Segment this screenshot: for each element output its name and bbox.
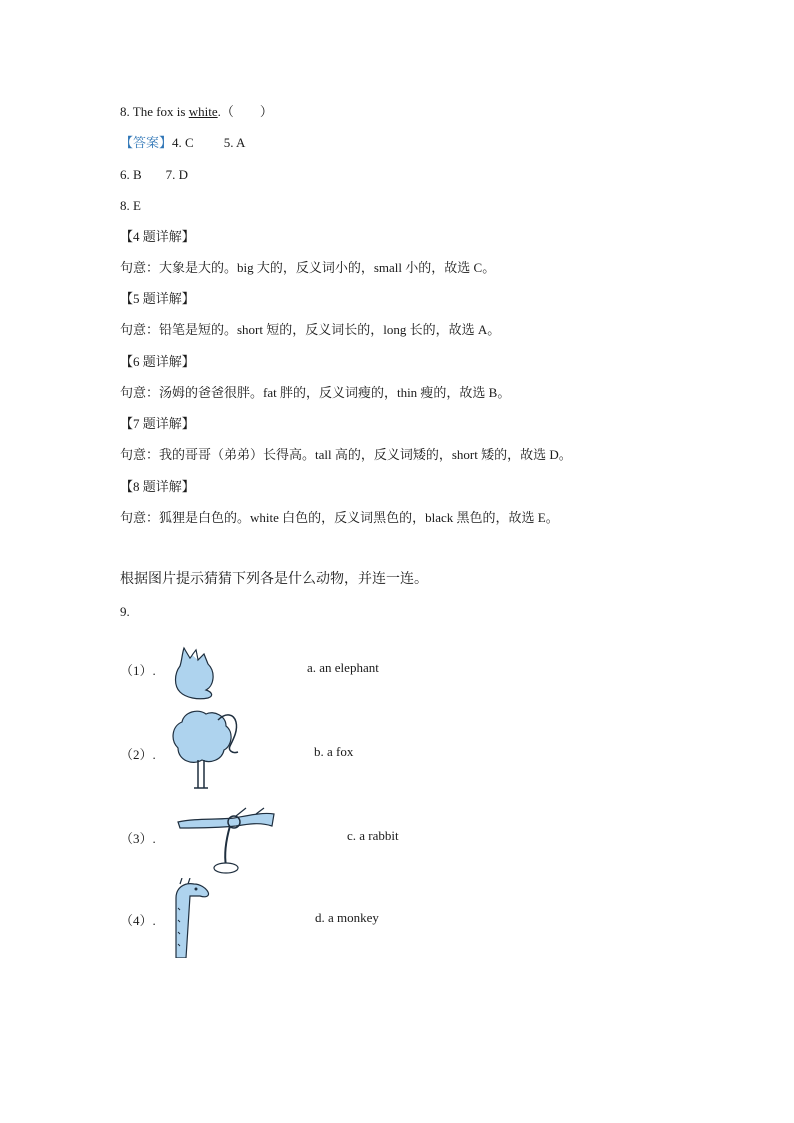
option-c: c. a rabbit [347,828,399,843]
detail-text-4: 句意：大象是大的。big 大的，反义词小的，small 小的，故选 C。 [120,260,496,275]
item-number-4: （4）. [120,913,156,928]
detail-heading-6: 【6 题详解】 [120,354,195,369]
item-number-2: （2）. [120,747,156,762]
section-instruction: 根据图片提示猜猜下列各是什么动物，并连一连。 [120,572,428,587]
detail-text-8: 句意：狐狸是白色的。white 白色的，反义词黑色的，black 黑色的，故选 E。 [120,510,559,525]
option-b: b. a fox [314,744,354,759]
detail-text-6: 句意：汤姆的爸爸很胖。fat 胖的，反义词瘦的，thin 瘦的，故选 B。 [120,385,511,400]
item-number-3: （3）. [120,831,156,846]
question-number-9: 9. [120,604,130,619]
detail-heading-7: 【7 题详解】 [120,416,195,431]
detail-heading-4: 【4 题详解】 [120,229,195,244]
question-8: 8. The fox is white.（ ） [120,104,273,119]
option-a: a. an elephant [307,660,379,675]
elephant-trunk-tree-icon [168,708,240,790]
detail-text-5: 句意：铅笔是短的。short 短的，反义词长的，long 长的，故选 A。 [120,322,501,337]
underlined-word: white [188,104,218,119]
giraffe-neck-icon [166,878,214,958]
answer-line-3: 8. E [120,198,141,213]
fox-tail-icon [170,644,220,700]
answer-line-1: 【答案】4. C 5. A [120,135,246,150]
item-number-1: （1）. [120,663,156,678]
answer-label: 【答案】 [120,135,173,150]
monkey-tail-branch-icon [176,806,276,874]
detail-text-7: 句意：我的哥哥（弟弟）长得高。tall 高的，反义词矮的，short 矮的，故选 D。 [120,447,572,462]
detail-heading-8: 【8 题详解】 [120,479,195,494]
answer-line-2: 6. B 7. D [120,167,189,182]
detail-heading-5: 【5 题详解】 [120,291,195,306]
option-d: d. a monkey [315,910,379,925]
